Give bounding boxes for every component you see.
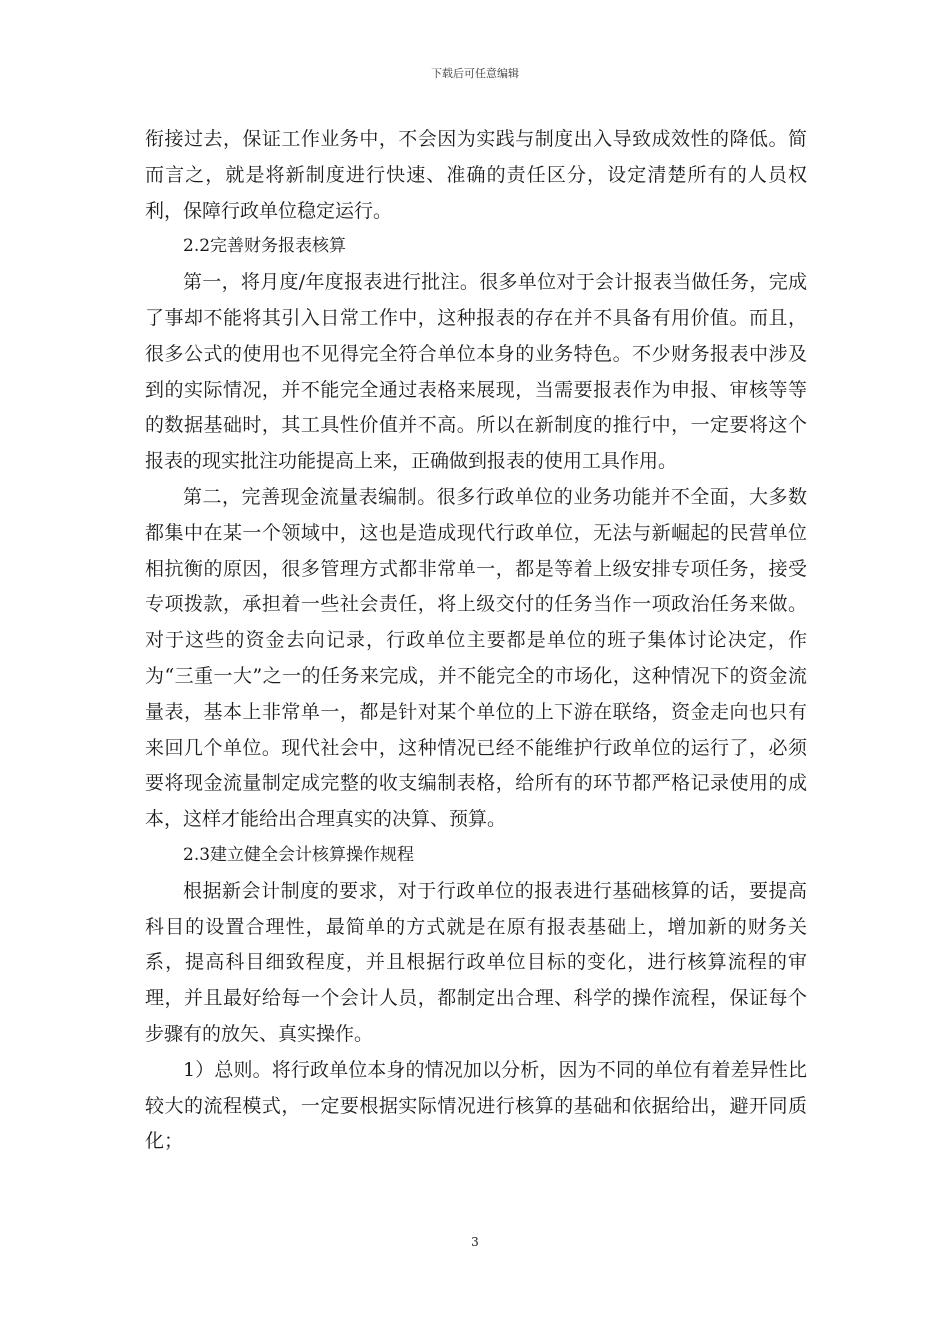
paragraph-requirements: 根据新会计制度的要求，对于行政单位的报表进行基础核算的话，要提高科目的设置合理性，最简单的方式就是在原有报表基础上，增加新的财务关系，提高科目细致程度，并且根据行政单位目标的变化，进行核算流程的审理，并且最好给每一个会计人员，都制定出合理、科学的操作流程，保证每个步骤有的放矢、真实操作。 <box>145 879 807 1045</box>
document-body <box>145 122 807 1160</box>
section-heading-2-2: 2.2完善财务报表核算 <box>183 236 347 257</box>
page-number: 3 <box>471 1235 479 1249</box>
page-header: 下载后可任意编辑 <box>431 67 519 80</box>
paragraph-second: 第二，完善现金流量表编制。很多行政单位的业务功能并不全面，大多数都集中在某一个领域中，这也是造成现代行政单位，无法与新崛起的民营单位相抗衡的原因，很多管理方式都非常单一，都是等着上级安排专项任务，接受专项拨款，承担着一些社会责任，将上级交付的任务当作一项政治任务来做。对于这些的资金去向记录，行政单位主要都是单位的班子集体讨论决定，作为“三重一大”之一的任务来完成，并不能完全的市场化，这种情况下的资金流量表，基本上非常单一，都是针对某个单位的上下游在联络，资金走向也只有来回几个单位。现代社会中，这种情况已经不能维护行政单位的运行了，必须要将现金流量制定成完整的收支编制表格，给所有的环节都严格记录使用的成本，这样才能给出合理真实的决算、预算。 <box>145 485 807 831</box>
paragraph-first: 第一，将月度/年度报表进行批注。很多单位对于会计报表当做任务，完成了事却不能将其引入日常工作中，这种报表的存在并不具备有用价值。而且，很多公式的使用也不见得完全符合单位本身的业务特色。不少财务报表中涉及到的实际情况，并不能完全通过表格来展现，当需要报表作为申报、审核等等的数据基础时，其工具性价值并不高。所以在新制度的推行中，一定要将这个报表的现实批注功能提高上来，正确做到报表的使用工具作用。 <box>145 271 807 473</box>
section-heading-2-3: 2.3建立健全会计核算操作规程 <box>183 844 415 865</box>
paragraph-continuation: 衔接过去，保证工作业务中，不会因为实践与制度出入导致成效性的降低。简而言之，就是将新制度进行快速、准确的责任区分，设定清楚所有的人员权利，保障行政单位稳定运行。 <box>145 128 807 222</box>
paragraph-general-rule: 1）总则。将行政单位本身的情况加以分析，因为不同的单位有着差异性比较大的流程模式，一定要根据实际情况进行核算的基础和依据给出，避开同质化； <box>145 1058 807 1153</box>
